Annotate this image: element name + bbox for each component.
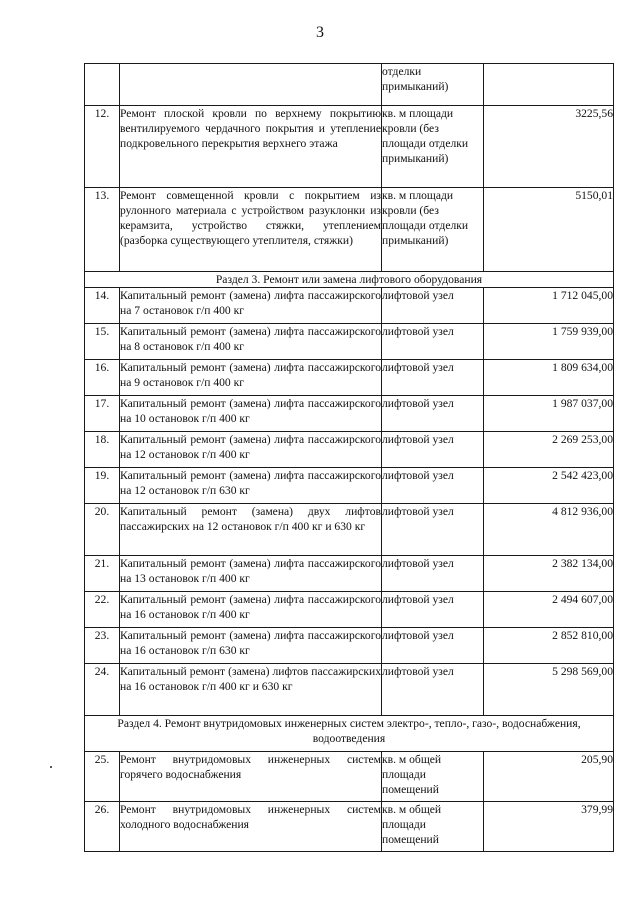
work-description: Капитальный ремонт (замена) двух лифтов пассажирских на 12 остановок г/п 400 кг и 630 кг	[120, 504, 382, 556]
table-row	[85, 288, 614, 324]
table-row	[85, 752, 614, 802]
measurement-unit: лифтовой узел	[382, 396, 484, 432]
work-description: Ремонт внутридомовых инженерных систем горячего водоснабжения	[120, 752, 382, 802]
table-row	[85, 556, 614, 592]
measurement-unit: лифтовой узел	[382, 324, 484, 360]
unit-cost: 5 298 569,00	[484, 664, 614, 716]
section-title: Раздел 3. Ремонт или замена лифтового оборудования	[85, 272, 614, 288]
item-number: 26.	[85, 802, 120, 852]
work-description: Капитальный ремонт (замена) лифта пассажирского на 13 остановок г/п 400 кг	[120, 556, 382, 592]
work-description: Капитальный ремонт (замена) лифта пассажирского на 16 остановок г/п 400 кг	[120, 592, 382, 628]
unit-cost: 5150,01	[484, 188, 614, 272]
work-description: Капитальный ремонт (замена) лифта пассажирского на 12 остановок г/п 630 кг	[120, 468, 382, 504]
table-row	[85, 802, 614, 852]
table-row	[85, 432, 614, 468]
measurement-unit: кв. м общей площади помещений	[382, 752, 484, 802]
work-description: Капитальный ремонт (замена) лифта пассажирского на 9 остановок г/п 400 кг	[120, 360, 382, 396]
item-number: 25.	[85, 752, 120, 802]
scan-speck	[50, 766, 52, 768]
table-row	[85, 188, 614, 272]
unit-cost	[484, 64, 614, 106]
unit-cost: 1 809 634,00	[484, 360, 614, 396]
measurement-unit: кв. м общей площади помещений	[382, 802, 484, 852]
unit-cost: 205,90	[484, 752, 614, 802]
measurement-unit: лифтовой узел	[382, 628, 484, 664]
table-row	[85, 468, 614, 504]
measurement-unit: лифтовой узел	[382, 360, 484, 396]
item-number: 20.	[85, 504, 120, 556]
unit-cost: 1 712 045,00	[484, 288, 614, 324]
work-description: Капитальный ремонт (замена) лифтов пассажирских на 16 остановок г/п 400 кг и 630 кг	[120, 664, 382, 716]
item-number: 24.	[85, 664, 120, 716]
unit-cost: 379,99	[484, 802, 614, 852]
rates-table-body	[85, 64, 614, 852]
unit-cost: 2 382 134,00	[484, 556, 614, 592]
item-number: 13.	[85, 188, 120, 272]
unit-cost: 1 987 037,00	[484, 396, 614, 432]
section-header-row	[85, 716, 614, 752]
work-description: Капитальный ремонт (замена) лифта пассажирского на 8 остановок г/п 400 кг	[120, 324, 382, 360]
unit-cost: 4 812 936,00	[484, 504, 614, 556]
unit-cost: 3225,56	[484, 106, 614, 188]
table-row	[85, 360, 614, 396]
item-number: 22.	[85, 592, 120, 628]
table-row	[85, 592, 614, 628]
measurement-unit: лифтовой узел	[382, 432, 484, 468]
work-description: Ремонт внутридомовых инженерных систем холодного водоснабжения	[120, 802, 382, 852]
unit-cost: 2 494 607,00	[484, 592, 614, 628]
item-number: 19.	[85, 468, 120, 504]
table-row	[85, 664, 614, 716]
item-number: 12.	[85, 106, 120, 188]
item-number: 23.	[85, 628, 120, 664]
item-number	[85, 64, 120, 106]
unit-cost: 2 852 810,00	[484, 628, 614, 664]
section-title: Раздел 4. Ремонт внутридомовых инженерных систем электро-, тепло-, газо-, водоснабжения, водоотведения	[85, 716, 614, 752]
work-description: Ремонт плоской кровли по верхнему покрытию вентилируемого чердачного покрытия и утепление подкровельного перекрытия верхнего этажа	[120, 106, 382, 188]
work-description: Капитальный ремонт (замена) лифта пассажирского на 12 остановок г/п 400 кг	[120, 432, 382, 468]
rates-table	[84, 63, 614, 852]
measurement-unit: отделки примыканий)	[382, 64, 484, 106]
table-row	[85, 324, 614, 360]
item-number: 21.	[85, 556, 120, 592]
measurement-unit: кв. м площади кровли (без площади отделки примыканий)	[382, 106, 484, 188]
section-header-row	[85, 272, 614, 288]
measurement-unit: лифтовой узел	[382, 468, 484, 504]
table-row	[85, 628, 614, 664]
measurement-unit: лифтовой узел	[382, 288, 484, 324]
item-number: 18.	[85, 432, 120, 468]
work-description	[120, 64, 382, 106]
work-description: Ремонт совмещенной кровли с покрытием из рулонного материала с устройством разуклонки из керамзита, устройство стяжки, утеплением (разборка существующего утеплителя, стяжки)	[120, 188, 382, 272]
table-row	[85, 396, 614, 432]
unit-cost: 2 542 423,00	[484, 468, 614, 504]
work-description: Капитальный ремонт (замена) лифта пассажирского на 10 остановок г/п 400 кг	[120, 396, 382, 432]
measurement-unit: лифтовой узел	[382, 592, 484, 628]
measurement-unit: лифтовой узел	[382, 504, 484, 556]
table-row	[85, 64, 614, 106]
work-description: Капитальный ремонт (замена) лифта пассажирского на 16 остановок г/п 630 кг	[120, 628, 382, 664]
item-number: 15.	[85, 324, 120, 360]
table-row	[85, 106, 614, 188]
item-number: 17.	[85, 396, 120, 432]
unit-cost: 2 269 253,00	[484, 432, 614, 468]
measurement-unit: лифтовой узел	[382, 664, 484, 716]
work-description: Капитальный ремонт (замена) лифта пассажирского на 7 остановок г/п 400 кг	[120, 288, 382, 324]
item-number: 14.	[85, 288, 120, 324]
page-number: 3	[316, 24, 324, 41]
item-number: 16.	[85, 360, 120, 396]
measurement-unit: лифтовой узел	[382, 556, 484, 592]
measurement-unit: кв. м площади кровли (без площади отделки примыканий)	[382, 188, 484, 272]
unit-cost: 1 759 939,00	[484, 324, 614, 360]
table-row	[85, 504, 614, 556]
